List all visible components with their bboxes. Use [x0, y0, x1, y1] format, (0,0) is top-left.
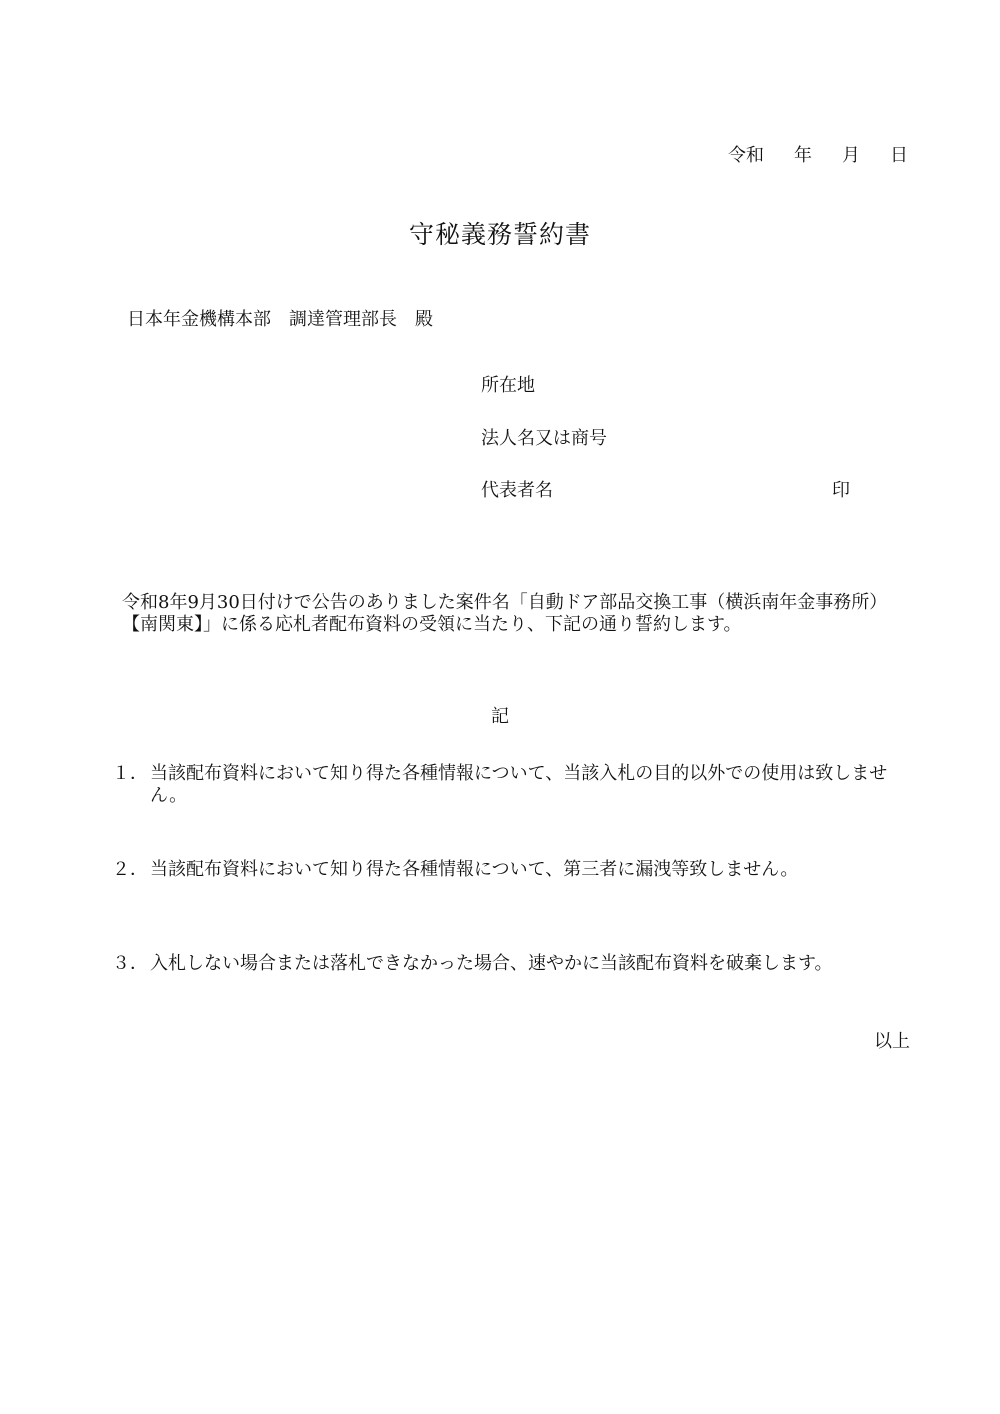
addressee-position: 調達管理部長 — [289, 309, 397, 330]
seal-mark: 印 — [832, 480, 850, 501]
date-era: 令和 — [728, 145, 764, 166]
date-year-label: 年 — [794, 145, 812, 166]
addressee-organization: 日本年金機構本部 — [127, 309, 271, 330]
sender-address-label: 所在地 — [481, 375, 535, 396]
date-line — [728, 141, 908, 167]
pledge-item-number: １． — [112, 763, 148, 784]
document-title: 守秘義務誓約書 — [408, 220, 591, 249]
pledge-item-3 — [112, 953, 902, 975]
pledge-item-number: ３． — [112, 953, 148, 974]
ki-heading: 記 — [491, 706, 509, 727]
pledge-item-number: ２． — [112, 859, 148, 880]
addressee — [127, 305, 433, 331]
addressee-honorific: 殿 — [415, 309, 433, 330]
closing-mark: 以上 — [874, 1031, 910, 1052]
pledge-item-2 — [112, 859, 902, 881]
pledge-item-text: 入札しない場合または落札できなかった場合、速やかに当該配布資料を破棄します。 — [150, 953, 833, 974]
sender-representative-label: 代表者名 — [481, 480, 553, 501]
date-month-label: 月 — [842, 145, 860, 166]
sender-company-label: 法人名又は商号 — [481, 428, 607, 449]
pledge-item-text: 当該配布資料において知り得た各種情報について、第三者に漏洩等致しません。 — [150, 859, 799, 880]
pledge-item-1 — [112, 763, 902, 807]
date-day-label: 日 — [890, 145, 908, 166]
intro-paragraph: 令和8年9月30日付けで公告のありました案件名「自動ドア部品交換工事（横浜南年金事務所）【南関東】」に係る応札者配布資料の受領に当たり、下記の通り誓約します。 — [122, 592, 888, 635]
pledge-item-text: 当該配布資料において知り得た各種情報について、当該入札の目的以外での使用は致しません。 — [150, 763, 888, 806]
